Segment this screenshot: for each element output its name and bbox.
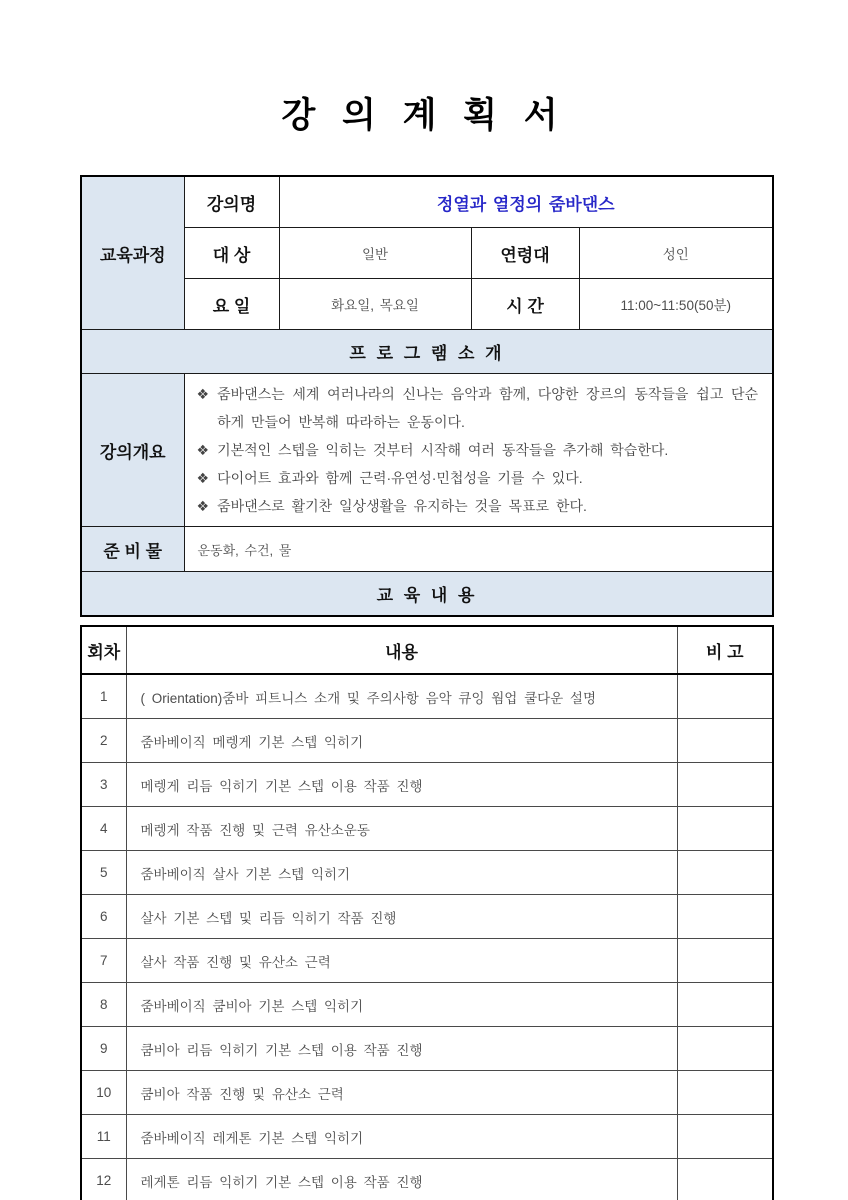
session-content: 살사 기본 스텝 및 리듬 익히기 작품 진행 [126,895,677,939]
column-header-session: 회차 [81,626,126,674]
table-row [81,1027,773,1071]
session-note [677,719,773,763]
session-note [677,763,773,807]
overview-bullet [197,492,759,520]
session-note [677,1159,773,1200]
day-label: 요 일 [184,279,279,330]
program-intro-section-header: 프 로 그 램 소 개 [81,330,773,374]
session-content: 줌바베이직 쿰비아 기본 스텝 익히기 [126,983,677,1027]
session-note [677,1071,773,1115]
age-group-label: 연령대 [471,228,579,279]
session-note [677,895,773,939]
document-body [80,175,772,1200]
session-content: 줌바베이직 레게톤 기본 스텝 익히기 [126,1115,677,1159]
session-number: 12 [81,1159,126,1200]
session-note [677,939,773,983]
session-note [677,1115,773,1159]
session-note [677,983,773,1027]
table-row [81,279,773,330]
table-row [81,807,773,851]
session-content: 쿰비아 리듬 익히기 기본 스텝 이용 작품 진행 [126,1027,677,1071]
materials-label: 준 비 물 [81,527,184,572]
session-content: 줌바베이직 살사 기본 스텝 익히기 [126,851,677,895]
bullet-text: 다이어트 효과와 함께 근력·유연성·민첩성을 기를 수 있다. [217,470,583,486]
table-row [81,939,773,983]
session-number: 1 [81,674,126,719]
table-row [81,1071,773,1115]
diamond-bullet-icon: ❖ [196,498,210,514]
bullet-text: 기본적인 스텝을 익히는 것부터 시작해 여러 동작들을 추가해 학습한다. [217,442,669,458]
day-value: 화요일, 목요일 [279,279,471,330]
table-row [81,1159,773,1200]
curriculum-header-row [81,626,773,674]
session-content: 줌바베이직 메렝게 기본 스텝 익히기 [126,719,677,763]
lecture-name-value: 정열과 열정의 줌바댄스 [279,176,773,228]
table-row [81,763,773,807]
page-title: 강 의 계 획 서 [281,96,567,135]
lecture-name-label: 강의명 [184,176,279,228]
diamond-bullet-icon: ❖ [196,442,210,458]
session-number: 11 [81,1115,126,1159]
table-row [81,1115,773,1159]
curriculum-section-header: 교 육 내 용 [81,572,773,617]
overview-label: 강의개요 [81,374,184,527]
session-content: 쿰비아 작품 진행 및 유산소 근력 [126,1071,677,1115]
table-row [81,719,773,763]
course-group-label: 교육과정 [81,176,184,330]
table-row [81,851,773,895]
session-number: 7 [81,939,126,983]
table-row [81,527,773,572]
materials-value: 운동화, 수건, 물 [184,527,773,572]
session-number: 8 [81,983,126,1027]
column-header-content: 내용 [126,626,677,674]
session-number: 4 [81,807,126,851]
overview-bullet [197,380,759,436]
age-group-value: 성인 [579,228,773,279]
overview-bullet [197,464,759,492]
table-row [81,895,773,939]
session-content: 살사 작품 진행 및 유산소 근력 [126,939,677,983]
target-label: 대 상 [184,228,279,279]
session-note [677,1027,773,1071]
table-row [81,374,773,527]
course-info-table [80,175,774,617]
session-number: 5 [81,851,126,895]
bullet-text: 줌바댄스는 세계 여러나라의 신나는 음악과 함께, 다양한 장르의 동작들을 쉽고 단순하게 만들어 반복해 따라하는 운동이다. [217,386,758,430]
table-row [81,176,773,228]
session-content: ( Orientation)줌바 피트니스 소개 및 주의사항 음악 큐잉 웜업 쿨다운 설명 [126,674,677,719]
curriculum-table [80,625,774,1200]
session-note [677,807,773,851]
session-note [677,851,773,895]
session-number: 6 [81,895,126,939]
table-row [81,330,773,374]
column-header-note: 비 고 [677,626,773,674]
table-row [81,983,773,1027]
overview-content [184,374,773,527]
time-label: 시 간 [471,279,579,330]
table-row [81,674,773,719]
session-number: 9 [81,1027,126,1071]
diamond-bullet-icon: ❖ [196,386,210,402]
session-note [677,674,773,719]
overview-bullet [197,436,759,464]
bullet-text: 줌바댄스로 활기찬 일상생활을 유지하는 것을 목표로 한다. [217,498,587,514]
diamond-bullet-icon: ❖ [196,470,210,486]
session-number: 10 [81,1071,126,1115]
session-content: 메렝게 리듬 익히기 기본 스텝 이용 작품 진행 [126,763,677,807]
table-row [81,572,773,617]
target-value: 일반 [279,228,471,279]
time-value: 11:00~11:50(50분) [579,279,773,330]
session-content: 메렝게 작품 진행 및 근력 유산소운동 [126,807,677,851]
table-row [81,228,773,279]
session-number: 2 [81,719,126,763]
session-content: 레게톤 리듬 익히기 기본 스텝 이용 작품 진행 [126,1159,677,1200]
session-number: 3 [81,763,126,807]
